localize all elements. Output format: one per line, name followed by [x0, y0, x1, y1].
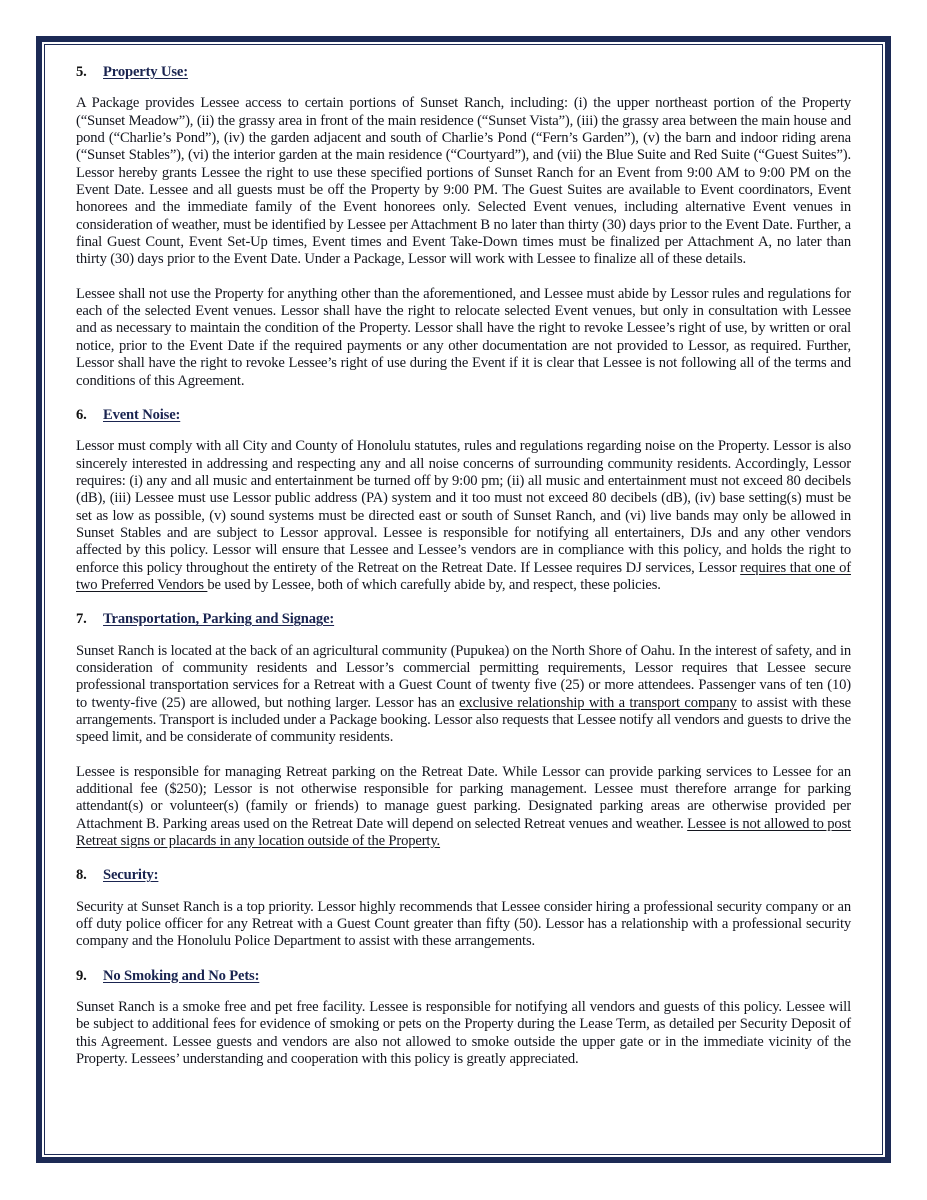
- paragraph: A Package provides Lessee access to certain portions of Sunset Ranch, including: (i) the upper northeast portion of the Property (“Sunset Meadow”), (ii) the grassy area in front of the main residence (“Sunset Vista”), (iii) the grassy area between the main house and pond (“Charlie’s Pond”), (iv) the garden adjacent and south of Charlie’s Pond (“Fern’s Garden”), (v) the barn and indoor riding arena (“Sunset Stables”), (vi) the interior garden at the main residence (“Courtyard”), and (vii) the Blue Suite and Red Suite (“Guest Suites”). Lessor hereby grants Lessee the right to use these specified portions of Sunset Ranch for an Event from 9:00 AM to 9:00 PM on the Event Date. Lessee and all guests must be off the Property by 9:00 PM. The Guest Suites are available to Event coordinators, Event honorees and the immediate family of the Event honorees only. Selected Event venues, including alternative Event venues in consideration of weather, must be identified by Lessee per Attachment B no later than thirty (30) days prior to the Event Date. Further, a final Guest Count, Event Set-Up times, Event times and Event Take-Down times must be finalized per Attachment A, no later than thirty (30) days prior to the Event Date. Under a Package, Lessor will work with Lessee to finalize all of these details.: [76, 95, 851, 268]
- section-title: Transportation, Parking and Signage:: [103, 611, 335, 628]
- section-heading: [76, 407, 851, 424]
- paragraph: [76, 764, 851, 851]
- paragraph-text: be used by Lessee, both of which carefully abide by, and respect, these policies.: [207, 576, 661, 593]
- section-title: Event Noise:: [103, 406, 181, 423]
- paragraph-text: Lessee is responsible for managing Retreat parking on the Retreat Date. While Lessor can provide parking services to Lessee for an additional fee ($250); Lessor is not otherwise responsible for parking management. Lessee must therefore arrange for parking attendant(s) or volunteer(s) (family or friends) to manage guest parking. Designated parking areas are otherwise provided per Attachment B. Parking areas used on the Retreat Date will depend on selected Retreat venues and weather.: [76, 763, 851, 832]
- preferred-vendors-link[interactable]: requires that one of two Preferred Vendors: [76, 559, 851, 593]
- section-transportation: [76, 611, 851, 850]
- paragraph: [76, 643, 851, 747]
- section-heading: [76, 968, 851, 985]
- section-number: 9.: [76, 967, 87, 984]
- section-heading: [76, 64, 851, 81]
- paragraph-text: to assist with these arrangements. Transport is included under a Package booking. Lessor also requests that Lessee notify all vendors and guests to drive the speed limit, and be considerate of community residents.: [76, 694, 851, 746]
- paragraph: Security at Sunset Ranch is a top priority. Lessor highly recommends that Lessee consider hiring a professional security company or an off duty police officer for any Retreat with a Guest Count greater than fifty (50). Lessor has a relationship with a professional security company and the Honolulu Police Department to assist with these arrangements.: [76, 898, 851, 950]
- section-number: 7.: [76, 611, 87, 628]
- section-no-smoking: [76, 968, 851, 1069]
- paragraph: Sunset Ranch is a smoke free and pet free facility. Lessee is responsible for notifying all vendors and guests of this policy. Lessee will be subject to additional fees for evidence of smoking or pets on the Property during the Lease Term, as detailed per Security Deposit of this Agreement. Lessee guests and vendors are also not allowed to smoke outside the upper gate or in the immediate vicinity of the Property. Lessees’ understanding and cooperation with this policy is greatly appreciated.: [76, 999, 851, 1068]
- signage-notice: Lessee is not allowed to post Retreat signs or placards in any location outside of the Property.: [76, 815, 852, 850]
- section-title: No Smoking and No Pets:: [103, 967, 260, 984]
- section-security: [76, 867, 851, 950]
- section-title: Security:: [103, 867, 159, 884]
- section-title: Property Use:: [103, 64, 188, 80]
- paragraph-text: Lessor must comply with all City and County of Honolulu statutes, rules and regulations regarding noise on the Property. Lessor is also sincerely interested in addressing and respecting any and all noise concerns of surrounding community residents. Accordingly, Lessor requires: (i) any and all music and entertainment be turned off by 9:00 pm; (ii) all music and entertainment must not exceed 80 decibels (dB), (iii) Lessee must use Lessor public address (PA) system and it too must not exceed 80 decibels (dB), (iv) base setting(s) must be set as low as possible, (v) sound systems must be directed east or south of Sunset Ranch, and (vi) live bands may only be allowed in Sunset Stables and are subject to Lessor approval. Lessee is responsible for notifying all entertainers, DJs and any other vendors affected by this policy. Lessor will ensure that Lessee and Lessee’s vendors are in compliance with this policy, and holds the right to enforce this policy throughout the entirety of the Retreat on the Retreat Date. If Lessee requires DJ services, Lessor: [76, 438, 851, 576]
- paragraph: Lessee shall not use the Property for anything other than the aforementioned, and Lessee must abide by Lessor rules and regulations for each of the selected Event venues. Lessor shall have the right to relocate selected Event venues, but only in consultation with Lessee and as necessary to maintain the condition of the Property. Lessor shall have the right to revoke Lessee’s right of use, by written or oral notice, prior to the Event Date if the required payments or any other documentation are not provided to Lessor, as required. Further, Lessor shall have the right to revoke Lessee’s right of use during the Event if it is clear that Lessee is not following all of the terms and conditions of this Agreement.: [76, 285, 851, 389]
- section-number: 8.: [76, 867, 87, 884]
- section-heading: [76, 867, 851, 884]
- paragraph-text: Sunset Ranch is located at the back of an agricultural community (Pupukea) on the North Shore of Oahu. In the interest of safety, and in consideration of community residents and Lessor’s commercial permitting requirements, Lessor requires that Lessee secure professional transportation services for a Retreat with a Guest Count of twenty five (25) or more attendees. Passenger vans of ten (10) to twenty-five (25) are allowed, but nothing larger. Lessor has an: [76, 642, 851, 711]
- section-property-use: [76, 64, 851, 390]
- paragraph: [76, 438, 851, 594]
- section-number: 5.: [76, 64, 87, 80]
- document-body: [76, 64, 851, 1086]
- transport-company-link[interactable]: exclusive relationship with a transport company: [459, 694, 737, 711]
- section-number: 6.: [76, 406, 87, 423]
- section-heading: [76, 611, 851, 628]
- section-event-noise: [76, 407, 851, 594]
